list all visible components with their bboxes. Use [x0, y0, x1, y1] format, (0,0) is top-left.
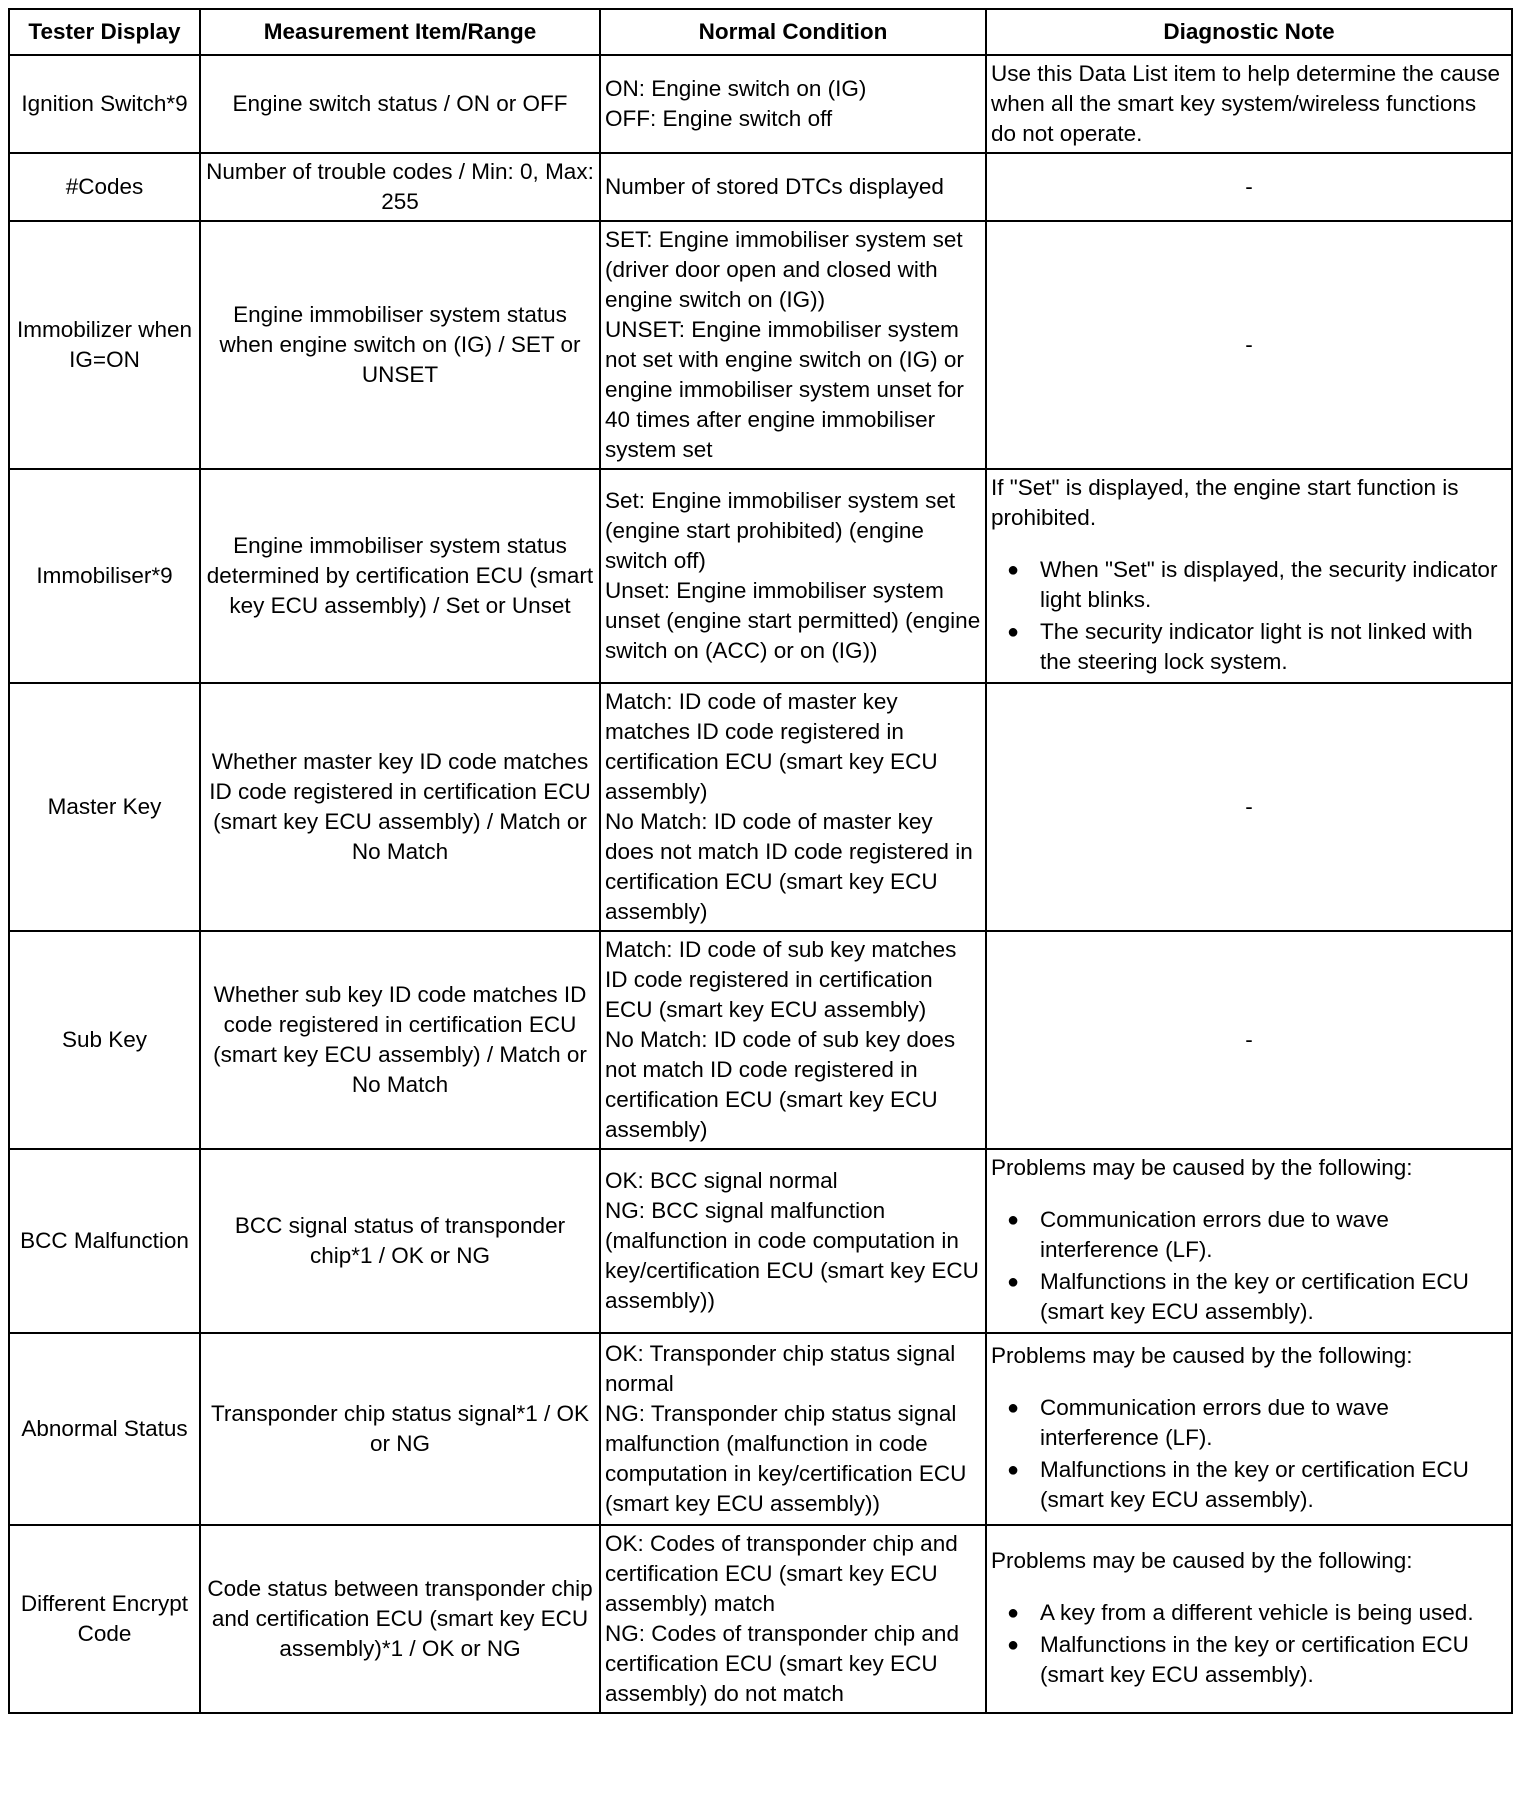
- table-row: [9, 1525, 1512, 1713]
- diagnostic-note-bullets: [991, 1598, 1507, 1690]
- diagnostic-note-bullets: [991, 1205, 1507, 1327]
- normal-condition-line: OFF: Engine switch off: [605, 106, 833, 131]
- table-row: [9, 683, 1512, 931]
- cell-normal-condition: [600, 1149, 986, 1333]
- header-normal-condition: Normal Condition: [600, 9, 986, 55]
- table-row: [9, 931, 1512, 1149]
- cell-normal-condition: [600, 469, 986, 683]
- cell-diagnostic-note: [986, 1333, 1512, 1525]
- bullet-text: A key from a different vehicle is being used.: [1040, 1600, 1474, 1625]
- cell-measurement-item: Whether master key ID code matches ID code registered in certification ECU (smart key ECU assembly) / Match or No Match: [200, 683, 600, 931]
- cell-diagnostic-note: [986, 931, 1512, 1149]
- list-item: [991, 555, 1507, 615]
- diagnostic-note-bullets: [991, 555, 1507, 677]
- cell-normal-condition: [600, 153, 986, 221]
- diagnostic-note-text: -: [1245, 174, 1253, 199]
- bullet-icon: ●: [1007, 1459, 1020, 1481]
- list-item: [991, 1598, 1507, 1628]
- header-measurement-item: Measurement Item/Range: [200, 9, 600, 55]
- diagnostic-note-bullets: [991, 1393, 1507, 1515]
- normal-condition-line: NG: Transponder chip status signal malfunction (malfunction in code computation in key/certification ECU (smart key ECU assembly)): [605, 1401, 967, 1516]
- normal-condition-line: Number of stored DTCs displayed: [605, 174, 944, 199]
- normal-condition-line: No Match: ID code of master key does not match ID code registered in certification ECU (smart key ECU assembly): [605, 809, 973, 924]
- bullet-icon: ●: [1007, 1271, 1020, 1293]
- cell-diagnostic-note: [986, 1525, 1512, 1713]
- list-item: [991, 1205, 1507, 1265]
- diagnostic-note-text: Problems may be caused by the following:: [991, 1343, 1413, 1368]
- bullet-text: When "Set" is displayed, the security indicator light blinks.: [1040, 557, 1498, 612]
- cell-normal-condition: [600, 1333, 986, 1525]
- normal-condition-line: Unset: Engine immobiliser system unset (engine start permitted) (engine switch on (ACC) or on (IG)): [605, 578, 981, 663]
- cell-tester-display: Different Encrypt Code: [9, 1525, 200, 1713]
- cell-measurement-item: Whether sub key ID code matches ID code registered in certification ECU (smart key ECU assembly) / Match or No Match: [200, 931, 600, 1149]
- bullet-text: Communication errors due to wave interference (LF).: [1040, 1395, 1389, 1450]
- cell-tester-display: Sub Key: [9, 931, 200, 1149]
- bullet-text: Communication errors due to wave interference (LF).: [1040, 1207, 1389, 1262]
- cell-diagnostic-note: [986, 1149, 1512, 1333]
- cell-measurement-item: Engine switch status / ON or OFF: [200, 55, 600, 153]
- bullet-icon: ●: [1007, 1602, 1020, 1624]
- cell-measurement-item: Number of trouble codes / Min: 0, Max: 255: [200, 153, 600, 221]
- cell-measurement-item: Engine immobiliser system status when engine switch on (IG) / SET or UNSET: [200, 221, 600, 469]
- cell-diagnostic-note: [986, 221, 1512, 469]
- table-row: [9, 1333, 1512, 1525]
- cell-tester-display: Immobiliser*9: [9, 469, 200, 683]
- list-item: [991, 617, 1507, 677]
- bullet-text: Malfunctions in the key or certification ECU (smart key ECU assembly).: [1040, 1632, 1469, 1687]
- diagnostic-note-text: Problems may be caused by the following:: [991, 1155, 1413, 1180]
- table-row: [9, 153, 1512, 221]
- cell-diagnostic-note: [986, 153, 1512, 221]
- normal-condition-line: No Match: ID code of sub key does not match ID code registered in certification ECU (smart key ECU assembly): [605, 1027, 956, 1142]
- normal-condition-line: NG: Codes of transponder chip and certification ECU (smart key ECU assembly) do not match: [605, 1621, 959, 1706]
- diagnostic-note-text: If "Set" is displayed, the engine start function is prohibited.: [991, 475, 1459, 530]
- header-diagnostic-note: Diagnostic Note: [986, 9, 1512, 55]
- bullet-icon: ●: [1007, 1397, 1020, 1419]
- diagnostic-note-text: -: [1245, 332, 1253, 357]
- cell-normal-condition: [600, 683, 986, 931]
- cell-diagnostic-note: [986, 469, 1512, 683]
- cell-tester-display: Ignition Switch*9: [9, 55, 200, 153]
- normal-condition-line: Match: ID code of master key matches ID code registered in certification ECU (smart key ECU assembly): [605, 689, 938, 804]
- table-header: [9, 9, 1512, 55]
- document-page: [8, 8, 1511, 1714]
- cell-normal-condition: [600, 221, 986, 469]
- list-item: [991, 1455, 1507, 1515]
- table-row: [9, 55, 1512, 153]
- header-tester-display: Tester Display: [9, 9, 200, 55]
- normal-condition-line: OK: BCC signal normal: [605, 1168, 838, 1193]
- list-item: [991, 1267, 1507, 1327]
- list-item: [991, 1630, 1507, 1690]
- cell-measurement-item: Engine immobiliser system status determined by certification ECU (smart key ECU assembly) / Set or Unset: [200, 469, 600, 683]
- cell-tester-display: #Codes: [9, 153, 200, 221]
- table-body: [9, 55, 1512, 1713]
- bullet-icon: ●: [1007, 1209, 1020, 1231]
- normal-condition-line: Match: ID code of sub key matches ID code registered in certification ECU (smart key ECU assembly): [605, 937, 957, 1022]
- header-row: [9, 9, 1512, 55]
- normal-condition-line: ON: Engine switch on (IG): [605, 76, 867, 101]
- normal-condition-line: Set: Engine immobiliser system set (engine start prohibited) (engine switch off): [605, 488, 956, 573]
- cell-diagnostic-note: [986, 55, 1512, 153]
- bullet-icon: ●: [1007, 1634, 1020, 1656]
- normal-condition-line: OK: Transponder chip status signal normal: [605, 1341, 956, 1396]
- bullet-text: Malfunctions in the key or certification ECU (smart key ECU assembly).: [1040, 1457, 1469, 1512]
- diagnostic-note-text: Use this Data List item to help determine the cause when all the smart key system/wireless functions do not operate.: [991, 61, 1501, 146]
- diagnostic-note-text: -: [1245, 794, 1253, 819]
- cell-tester-display: Master Key: [9, 683, 200, 931]
- cell-normal-condition: [600, 1525, 986, 1713]
- diagnostic-note-text: -: [1245, 1027, 1253, 1052]
- cell-tester-display: Immobilizer when IG=ON: [9, 221, 200, 469]
- normal-condition-line: UNSET: Engine immobiliser system not set with engine switch on (IG) or engine immobiliser system unset for 40 times after engine immobiliser system set: [605, 317, 964, 462]
- cell-tester-display: BCC Malfunction: [9, 1149, 200, 1333]
- bullet-icon: ●: [1007, 559, 1020, 581]
- bullet-text: Malfunctions in the key or certification ECU (smart key ECU assembly).: [1040, 1269, 1469, 1324]
- normal-condition-line: SET: Engine immobiliser system set (driver door open and closed with engine switch on (IG)): [605, 227, 963, 312]
- list-item: [991, 1393, 1507, 1453]
- table-row: [9, 221, 1512, 469]
- cell-measurement-item: Code status between transponder chip and certification ECU (smart key ECU assembly)*1 / OK or NG: [200, 1525, 600, 1713]
- normal-condition-line: OK: Codes of transponder chip and certification ECU (smart key ECU assembly) match: [605, 1531, 958, 1616]
- normal-condition-line: NG: BCC signal malfunction (malfunction in code computation in key/certification ECU (smart key ECU assembly)): [605, 1198, 979, 1313]
- cell-measurement-item: Transponder chip status signal*1 / OK or NG: [200, 1333, 600, 1525]
- cell-normal-condition: [600, 55, 986, 153]
- bullet-icon: ●: [1007, 621, 1020, 643]
- table-row: [9, 469, 1512, 683]
- cell-measurement-item: BCC signal status of transponder chip*1 / OK or NG: [200, 1149, 600, 1333]
- data-list-table: [8, 8, 1513, 1714]
- bullet-text: The security indicator light is not linked with the steering lock system.: [1040, 619, 1473, 674]
- diagnostic-note-text: Problems may be caused by the following:: [991, 1548, 1413, 1573]
- cell-diagnostic-note: [986, 683, 1512, 931]
- cell-tester-display: Abnormal Status: [9, 1333, 200, 1525]
- cell-normal-condition: [600, 931, 986, 1149]
- table-row: [9, 1149, 1512, 1333]
